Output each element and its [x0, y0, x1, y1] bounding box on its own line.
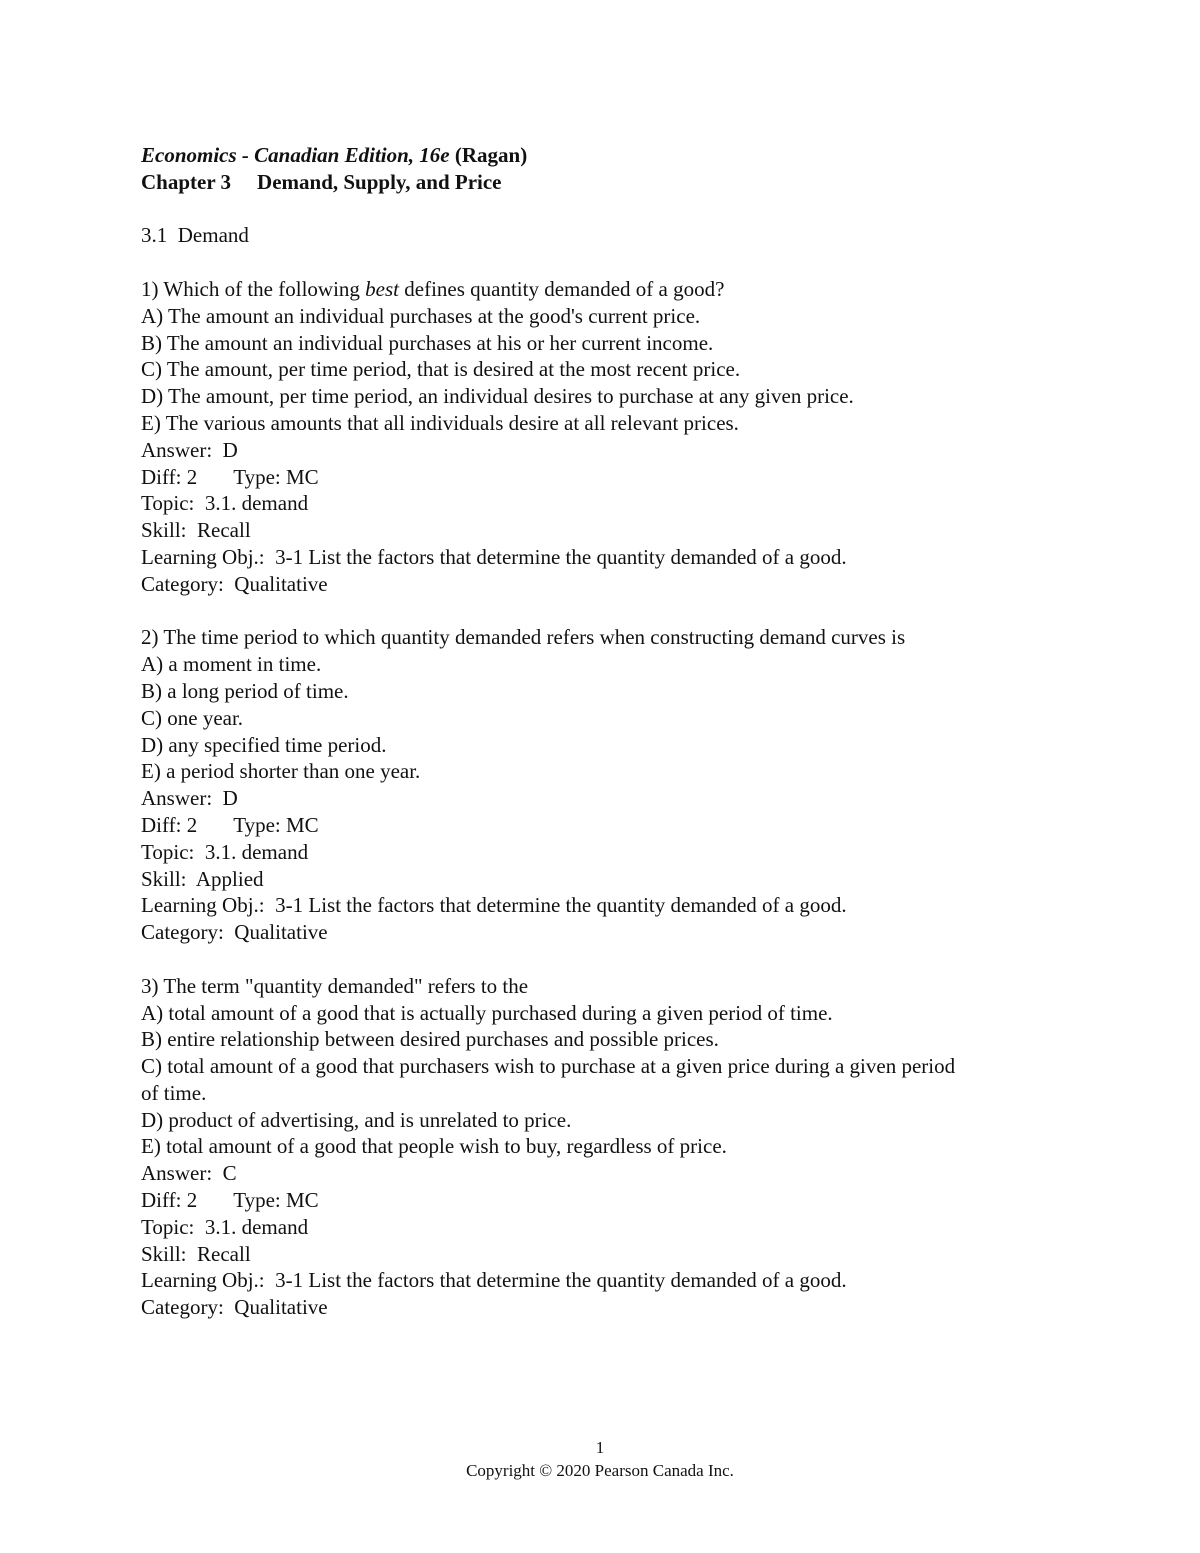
- section-heading: [141, 222, 1071, 249]
- page-number: 1: [595, 1438, 605, 1457]
- answer-option: C) one year.: [141, 705, 244, 730]
- answer-option: A) a moment in time.: [141, 652, 322, 677]
- stem-text: The term "quantity demanded" refers to the: [163, 973, 529, 998]
- answer-option: A) The amount an individual purchases at the good's current price.: [141, 303, 701, 328]
- copyright-notice: Copyright © 2020 Pearson Canada Inc.: [466, 1461, 734, 1480]
- difficulty-type: [141, 1187, 1071, 1214]
- answer-key: Answer: D: [141, 786, 238, 811]
- answer-key: Answer: C: [141, 1161, 237, 1186]
- question-stem: [141, 276, 1071, 303]
- question-1: [141, 276, 1071, 598]
- topic: Topic: 3.1. demand: [141, 1214, 309, 1239]
- question-type: Type: MC: [233, 464, 319, 489]
- answer-option: E) a period shorter than one year.: [141, 759, 421, 784]
- question-type: Type: MC: [233, 812, 319, 837]
- question-stem: [141, 973, 1071, 1000]
- category: Category: Qualitative: [141, 571, 328, 596]
- stem-text: The time period to which quantity demanded refers when constructing demand curves is: [163, 625, 906, 650]
- section-number: 3.1: [141, 223, 168, 248]
- learning-objective: Learning Obj.: 3-1 List the factors that determine the quantity demanded of a good.: [141, 1268, 847, 1293]
- chapter-title-line: [141, 169, 1071, 196]
- category: Category: Qualitative: [141, 1295, 328, 1320]
- difficulty: Diff: 2: [141, 812, 198, 837]
- learning-objective: Learning Obj.: 3-1 List the factors that determine the quantity demanded of a good.: [141, 544, 847, 569]
- difficulty-type: [141, 464, 1071, 491]
- difficulty: Diff: 2: [141, 464, 198, 489]
- answer-option: D) The amount, per time period, an individual desires to purchase at any given price.: [141, 384, 854, 409]
- book-author: (Ragan): [454, 143, 528, 167]
- answer-option: E) The various amounts that all individuals desire at all relevant prices.: [141, 410, 739, 435]
- question-type: Type: MC: [233, 1188, 319, 1213]
- chapter-label: Chapter 3: [141, 169, 232, 194]
- answer-key: Answer: D: [141, 437, 238, 462]
- answer-option: E) total amount of a good that people wish to buy, regardless of price.: [141, 1134, 727, 1159]
- question-3: [141, 973, 1071, 1321]
- skill: Skill: Recall: [141, 1241, 251, 1266]
- category: Category: Qualitative: [141, 920, 328, 945]
- book-title-line: [141, 142, 1071, 169]
- answer-option: B) a long period of time.: [141, 678, 349, 703]
- question-stem: [141, 624, 1071, 651]
- section-title: Demand: [177, 223, 249, 248]
- question-number: 2): [141, 625, 159, 650]
- answer-option: B) entire relationship between desired purchases and possible prices.: [141, 1027, 719, 1052]
- answer-option: D) product of advertising, and is unrelated to price.: [141, 1107, 572, 1132]
- question-2: [141, 624, 1071, 946]
- chapter-title: Demand, Supply, and Price: [257, 169, 502, 194]
- answer-option: C) total amount of a good that purchasers wish to purchase at a given price during a given period: [141, 1054, 956, 1079]
- stem-text: Which of the following: [163, 276, 366, 301]
- page-content: [141, 142, 1071, 1321]
- answer-option: A) total amount of a good that is actually purchased during a given period of time.: [141, 1000, 833, 1025]
- answer-option: C) The amount, per time period, that is desired at the most recent price.: [141, 357, 741, 382]
- difficulty: Diff: 2: [141, 1188, 198, 1213]
- topic: Topic: 3.1. demand: [141, 839, 309, 864]
- stem-text: defines quantity demanded of a good?: [399, 276, 725, 301]
- question-number: 1): [141, 276, 159, 301]
- skill: Skill: Recall: [141, 518, 251, 543]
- book-title: Economics - Canadian Edition, 16e: [141, 143, 450, 167]
- answer-option: D) any specified time period.: [141, 732, 387, 757]
- skill: Skill: Applied: [141, 866, 264, 891]
- difficulty-type: [141, 812, 1071, 839]
- question-number: 3): [141, 973, 159, 998]
- stem-emphasis: best: [365, 276, 399, 301]
- answer-option-continued: of time.: [141, 1080, 207, 1105]
- learning-objective: Learning Obj.: 3-1 List the factors that determine the quantity demanded of a good.: [141, 893, 847, 918]
- answer-option: B) The amount an individual purchases at his or her current income.: [141, 330, 714, 355]
- topic: Topic: 3.1. demand: [141, 491, 309, 516]
